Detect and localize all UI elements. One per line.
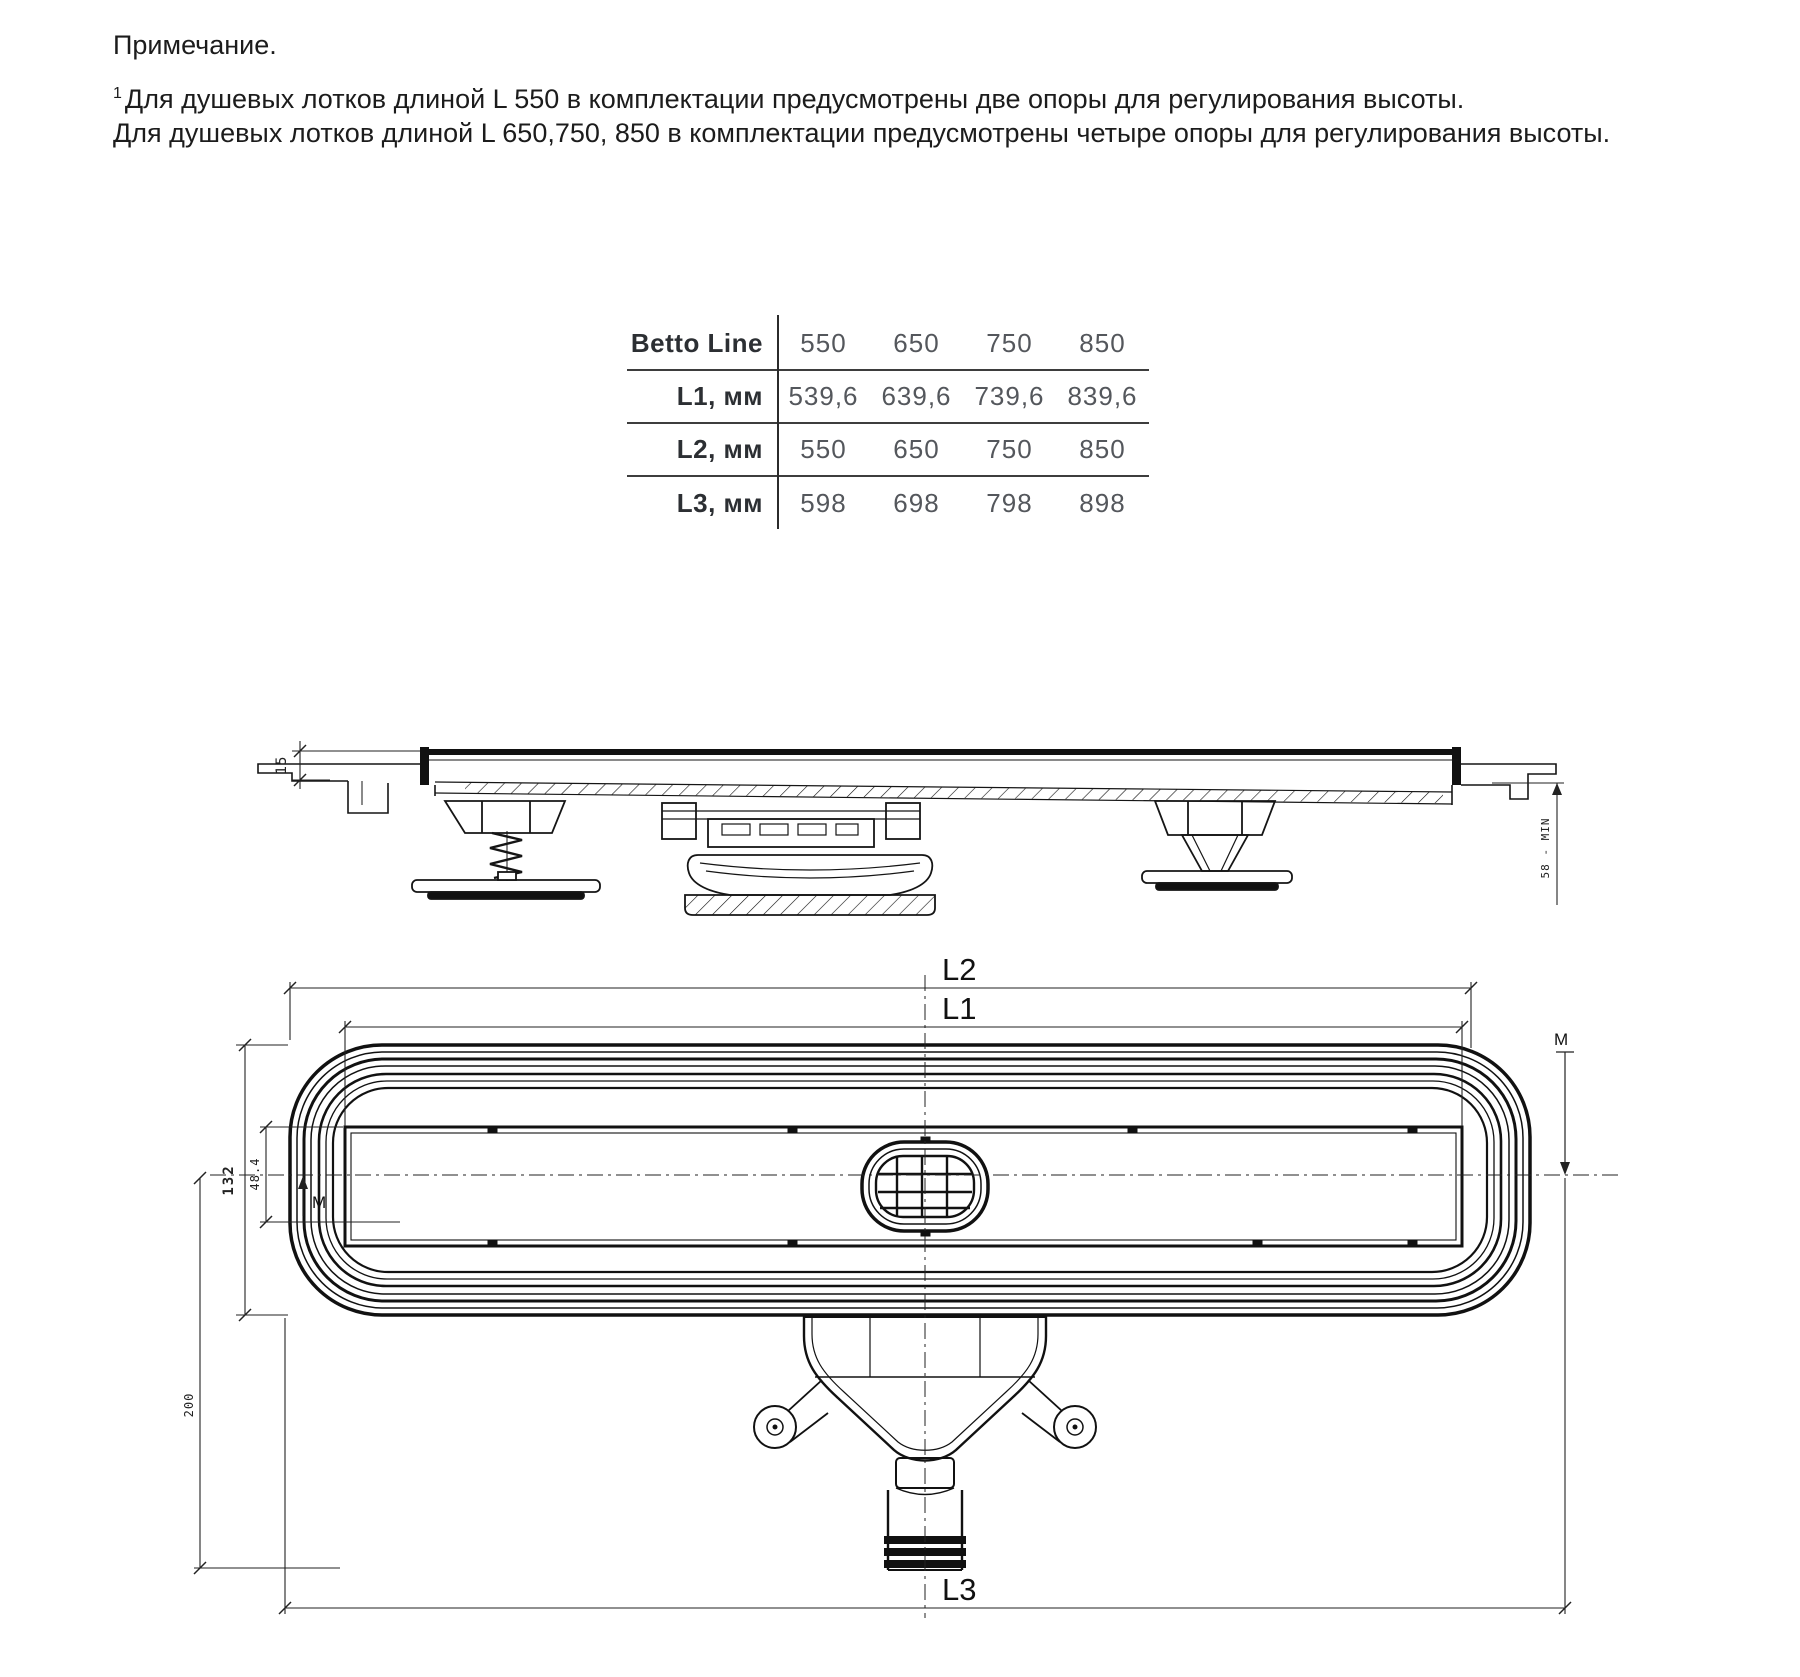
table-cell: 650 <box>893 434 940 464</box>
spec-table <box>627 318 1149 530</box>
right-adjustable-foot <box>1142 801 1292 890</box>
table-vertical-divider <box>777 315 779 529</box>
top-view-drawing <box>170 950 1650 1640</box>
column-header: 750 <box>986 328 1033 358</box>
row-label: L2, мм <box>676 434 763 464</box>
table-row <box>627 424 1149 477</box>
dim-l2-label: L2 <box>942 952 977 987</box>
table-header-row <box>627 318 1149 371</box>
table-cell: 750 <box>986 434 1033 464</box>
dim-15-label: 15 <box>274 755 290 775</box>
central-drain-trap <box>662 803 935 915</box>
row-label: L1, мм <box>676 381 763 411</box>
column-header: 550 <box>800 328 847 358</box>
dimension-depth-200 <box>182 1172 340 1574</box>
table-row <box>627 477 1149 530</box>
table-cell: 598 <box>800 488 847 518</box>
table-cell: 539,6 <box>788 381 859 411</box>
dim-200-label: 200 <box>182 1392 196 1418</box>
note-line-2 <box>113 116 1610 150</box>
dimension-m-right <box>1554 1030 1574 1175</box>
dimension-min-height <box>1492 783 1564 905</box>
dim-m-right-label: M <box>1554 1030 1569 1049</box>
column-header: 650 <box>893 328 940 358</box>
footnote-marker: 1 <box>113 85 122 102</box>
flange-rings <box>290 1045 1530 1315</box>
note-title: Примечание. <box>113 30 277 60</box>
dim-l1-label: L1 <box>942 991 977 1026</box>
dim-58min-label: 58 - MIN <box>1539 817 1552 879</box>
table-cell: 798 <box>986 488 1033 518</box>
table-cell: 839,6 <box>1067 381 1138 411</box>
table-cell: 898 <box>1079 488 1126 518</box>
table-cell: 550 <box>800 434 847 464</box>
table-cell: 850 <box>1079 434 1126 464</box>
centerlines <box>210 975 1622 1618</box>
dimension-l2 <box>284 952 1477 1048</box>
table-header-label: Betto Line <box>630 328 763 358</box>
left-adjustable-foot <box>412 801 600 899</box>
dimension-m-left <box>298 1176 326 1216</box>
table-cell: 739,6 <box>974 381 1045 411</box>
table-cell: 698 <box>893 488 940 518</box>
side-view-drawing <box>230 633 1580 923</box>
dim-132-label: 132 <box>221 1164 237 1196</box>
row-label: L3, мм <box>676 488 763 518</box>
column-header: 850 <box>1079 328 1126 358</box>
note-line-1 <box>113 77 1610 116</box>
note-line-2-text: Для душевых лотков длиной L 650,750, 850 в комплектации предусмотрены четыре опоры для регулирования высоты. <box>113 118 1611 148</box>
channel-opening <box>345 1127 1462 1246</box>
dim-m-left-label: M <box>312 1193 327 1212</box>
table-cell: 639,6 <box>881 381 952 411</box>
note-line-1-text: Для душевых лотков длиной L 550 в комплектации предусмотрены две опоры для регулирования высоты. <box>124 84 1465 114</box>
dim-484-label: 48.4 <box>248 1157 262 1191</box>
dim-l3-label: L3 <box>942 1572 977 1607</box>
table-row <box>627 371 1149 424</box>
note-block <box>113 30 1610 150</box>
